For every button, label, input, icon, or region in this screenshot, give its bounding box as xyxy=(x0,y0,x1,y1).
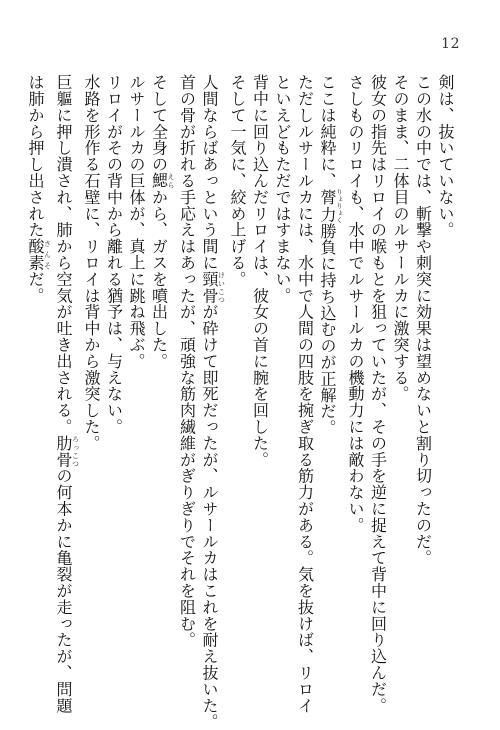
line-segment: そして全身の xyxy=(149,74,169,173)
line-segment: から、ガスを噴出した。 xyxy=(149,188,169,370)
ruby-reading: けいこつ xyxy=(217,270,226,304)
ruby-base: 酸素 xyxy=(26,238,45,271)
text-line: 背中に回り込んだリロイは、彼女の首に腕を回した。 xyxy=(250,74,270,468)
line-segment: ここは純粋に、 xyxy=(318,74,337,189)
line-segment: 勝負に持ち込むのが正解だ。 xyxy=(318,222,337,436)
text-line: 首の骨が折れる手応えはあったが、頑強な筋肉繊維がぎりぎりでそれを阻む。 xyxy=(177,74,197,648)
ruby-reading: ろっこつ xyxy=(71,434,80,468)
text-line xyxy=(147,74,175,634)
text-line xyxy=(52,74,80,714)
line-segment: が砕けて即死だったが、ルサールカはこれを耐え抜いた。 xyxy=(200,303,219,730)
ruby-reading: さんそ xyxy=(43,238,52,271)
text-line xyxy=(316,74,344,634)
text-line: 剣は、抜いていない。 xyxy=(436,74,455,238)
text-line: ただしルサールカには、水中で人間の四肢を捥ぎ取る筋力がある。気を抜けば、リロイ xyxy=(295,74,315,714)
ruby-annotation xyxy=(149,172,175,189)
ruby-annotation xyxy=(54,434,80,468)
line-segment: 巨軀に押し潰され、肺から空気が吐き出される。 xyxy=(54,74,73,435)
text-line: 水路を形作る石壁に、リロイは背中から激突した。 xyxy=(82,74,101,452)
text-line: といえどもただではすまない。 xyxy=(273,74,292,304)
page-number: 12 xyxy=(441,36,460,52)
ruby-annotation xyxy=(318,188,344,224)
text-line: そのまま、二体目のルサールカに激突する。 xyxy=(391,74,410,402)
ruby-base: 頸骨 xyxy=(200,270,219,304)
text-line: この水の中では、斬撃や刺突に効果は望めないと割り切ったのだ。 xyxy=(413,74,433,566)
text-line: 彼女の指先はリロイの喉もとを狙っていたが、その手を逆に捉えて背中に回り込んだ。 xyxy=(368,74,388,714)
text-line xyxy=(24,74,52,634)
text-line: さしものリロイも、水中でルサールカの機動力には敵わない。 xyxy=(346,74,365,534)
ruby-annotation xyxy=(26,238,52,271)
ruby-base: 肋骨 xyxy=(54,434,73,468)
text-line: そして一気に、絞め上げる。 xyxy=(228,74,247,288)
text-line: リロイがその背中から離れる猶予は、与えない。 xyxy=(104,74,124,435)
line-segment: だ。 xyxy=(26,270,45,304)
line-segment: 人間ならばあっという間に xyxy=(200,74,219,271)
text-line: ルサールカの巨体が、真上に跳ね飛ぶ。 xyxy=(127,74,146,370)
text-line xyxy=(198,74,226,730)
body-text xyxy=(24,74,457,730)
ruby-reading: りょりょく xyxy=(335,188,344,224)
ruby-annotation xyxy=(200,270,226,304)
ruby-base: 膂力 xyxy=(318,188,337,224)
ruby-base: 鰓 xyxy=(149,172,169,189)
line-segment: の何本かに亀裂が走ったが、問題 xyxy=(54,467,73,714)
ruby-reading: えら xyxy=(167,172,175,189)
line-segment: は肺から押し出された xyxy=(26,74,45,238)
